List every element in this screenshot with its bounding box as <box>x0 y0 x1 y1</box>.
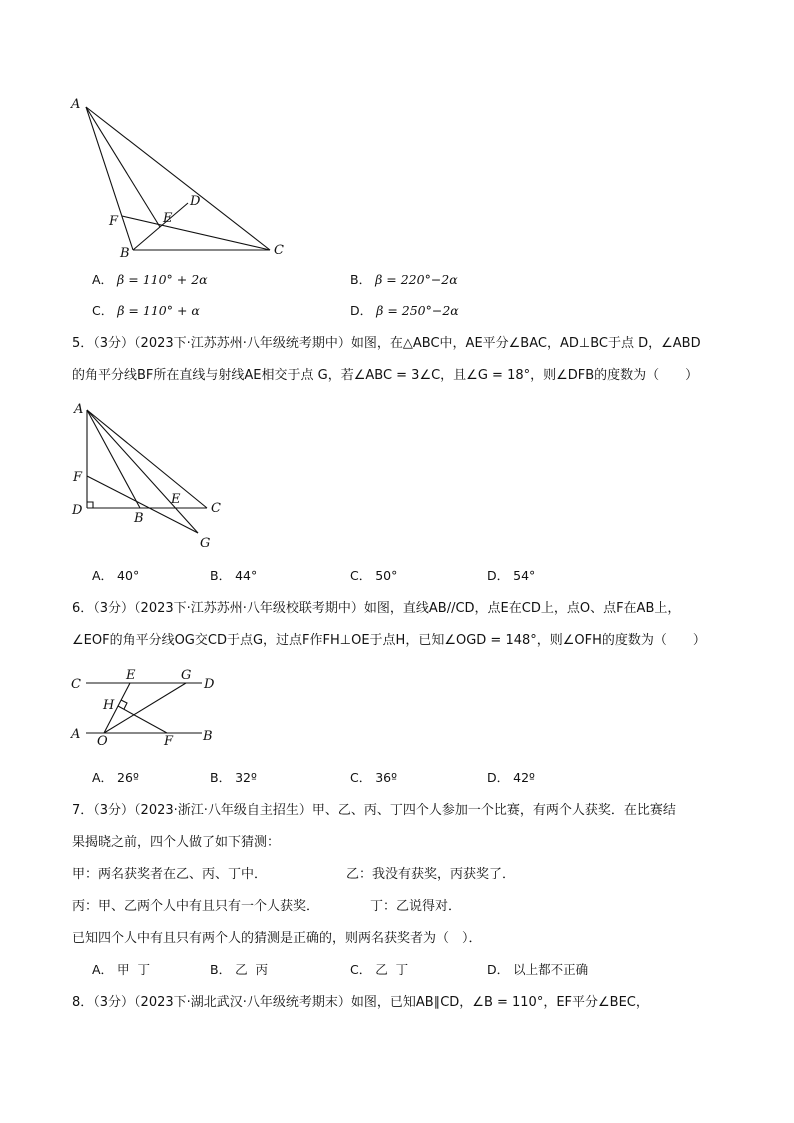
option-letter: A． <box>92 770 114 785</box>
option-text: β = 250°−2α <box>376 303 459 318</box>
option-text: 乙 丁 <box>375 962 409 977</box>
q6-option-d <box>487 770 535 786</box>
option-text: 32º <box>235 770 257 785</box>
option-letter: D． <box>487 962 510 977</box>
q5-label-a: A <box>74 402 84 417</box>
option-letter: D． <box>487 770 510 785</box>
option-text: 乙 丙 <box>235 962 269 977</box>
option-text: 36º <box>375 770 398 785</box>
option-text: 44° <box>235 568 258 583</box>
q6-line-og <box>104 683 186 733</box>
q6-option-c <box>350 770 397 786</box>
q4-label-a: A <box>71 97 81 112</box>
q4-label-b: B <box>120 246 130 261</box>
q6-label-g: G <box>181 668 192 683</box>
q5-label-c: C <box>211 501 221 516</box>
option-letter: A． <box>92 962 114 977</box>
option-letter: B． <box>210 568 232 583</box>
option-letter: D． <box>487 568 510 583</box>
option-letter: A． <box>92 272 114 287</box>
q7-option-b <box>210 962 268 978</box>
q7-line2: 果揭晓之前，四个人做了如下猜测： <box>72 835 281 850</box>
option-text: β = 110° + 2α <box>117 272 208 287</box>
option-text: β = 110° + α <box>117 303 200 318</box>
q6-line2: ∠EOF的角平分线OG交CD于点G，过点F作FH⊥OE于点H，已知∠OGD = 148°，则∠OFH的度数为（ ） <box>72 633 706 648</box>
q8-line1: 8．（3分）（2023下·湖北武汉·八年级统考期末）如图，已知AB∥CD，∠B = 110°，EF平分∠BEC， <box>72 995 649 1010</box>
q7-line-known: 已知四个人中有且只有两个人的猜测是正确的，则两名获奖者为（ ）． <box>72 931 482 946</box>
option-letter: B． <box>350 272 372 287</box>
option-letter: D． <box>350 303 373 318</box>
option-letter: B． <box>210 770 232 785</box>
q5-line2: 的角平分线BF所在直线与射线AE相交于点 G，若∠ABC = 3∠C，且∠G = 18°，则∠DFB的度数为（ ） <box>72 368 699 383</box>
q6-label-a: A <box>71 727 81 742</box>
option-text: 以上都不正确 <box>513 962 589 977</box>
q7-guess-bing: 丙：甲、乙两个人中有且只有一个人获奖． <box>72 899 320 914</box>
q6-label-c: C <box>71 677 81 692</box>
q4-label-c: C <box>274 243 284 258</box>
q7-option-d <box>487 962 588 978</box>
q6-label-f: F <box>164 734 174 749</box>
q4-label-e: E <box>163 211 173 226</box>
q5-label-e: E <box>171 492 181 507</box>
option-letter: A． <box>92 568 114 583</box>
option-letter: C． <box>92 303 114 318</box>
option-text: 26º <box>117 770 139 785</box>
option-text: 50° <box>375 568 398 583</box>
q6-line1: 6．（3分）（2023下·江苏苏州·八年级校联考期中）如图，直线AB//CD，点E在CD上，点O、点F在AB上， <box>72 601 681 616</box>
option-text: 54° <box>513 568 536 583</box>
q4-label-d: D <box>190 194 201 209</box>
q5-label-d: D <box>72 503 83 518</box>
q7-option-c <box>350 962 408 978</box>
q6-label-h: H <box>103 698 115 713</box>
q6-label-b: B <box>203 729 213 744</box>
q7-line1: 7．（3分）（2023·浙江·八年级自主招生）甲、乙、丙、丁四个人参加一个比赛，有两个人获奖．在比赛结 <box>72 803 676 818</box>
option-text: β = 220°−2α <box>375 272 458 287</box>
q7-option-a <box>92 962 150 978</box>
option-text: 40° <box>117 568 140 583</box>
option-letter: C． <box>350 770 372 785</box>
q5-label-b: B <box>134 511 144 526</box>
q4-label-f: F <box>109 214 119 229</box>
option-letter: C． <box>350 962 372 977</box>
q5-line1: 5．（3分）（2023下·江苏苏州·八年级统考期中）如图，在△ABC中，AE平分∠BAC，AD⊥BC于点 D，∠ABD <box>72 336 701 351</box>
q6-label-d: D <box>204 677 215 692</box>
q6-label-o: O <box>97 734 108 749</box>
q5-label-g: G <box>200 536 211 551</box>
q7-guess-yi: 乙：我没有获奖，丙获奖了． <box>346 867 516 882</box>
q7-guess-ding: 丁：乙说得对． <box>370 899 462 914</box>
option-letter: C． <box>350 568 372 583</box>
option-text: 甲 丁 <box>117 962 150 977</box>
q6-option-b <box>210 770 257 786</box>
q6-label-e: E <box>126 668 136 683</box>
q6-option-a <box>92 770 139 786</box>
option-text: 42º <box>513 770 535 785</box>
q7-guess-jia: 甲：两名获奖者在乙、丙、丁中． <box>72 867 268 882</box>
option-letter: B． <box>210 962 232 977</box>
q5-label-f: F <box>73 470 83 485</box>
